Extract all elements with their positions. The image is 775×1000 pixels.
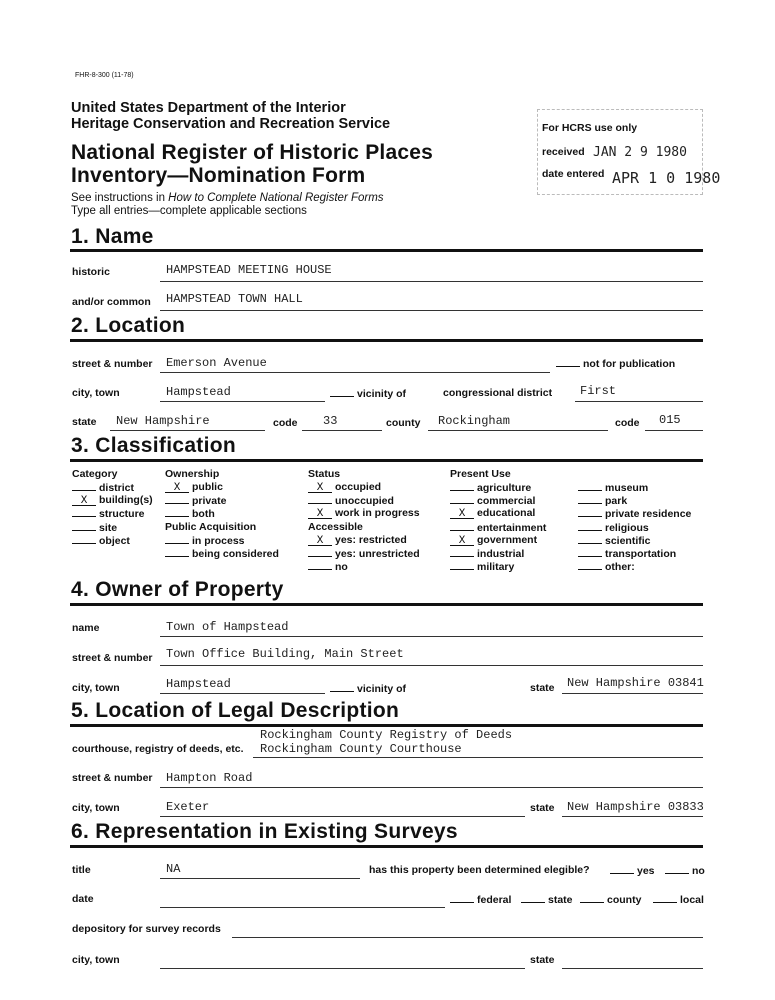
date-entered-stamp: APR 1 0 1980 — [612, 169, 721, 187]
ownership-public: X public — [165, 481, 223, 493]
section-6-heading: 6. Representation in Existing Surveys — [71, 820, 458, 843]
common-value: HAMPSTEAD TOWN HALL — [166, 292, 303, 306]
use-park: park — [578, 494, 627, 507]
eligible-label: has this property been determined elegible? — [369, 864, 590, 876]
accessible-restricted: X yes: restricted — [308, 534, 407, 546]
use-museum: museum — [578, 481, 648, 494]
category-district: district — [72, 481, 134, 494]
legal-city-label: city, town — [72, 802, 120, 814]
owner-street-label: street & number — [72, 652, 153, 664]
survey-date-line — [160, 907, 445, 908]
street-line — [160, 372, 550, 373]
common-line — [160, 310, 703, 311]
county-code: 015 — [659, 413, 681, 427]
historic-line — [160, 281, 703, 282]
section-3-rule — [70, 459, 703, 462]
courthouse-value-2: Rockingham County Courthouse — [260, 742, 462, 756]
city-label: city, town — [72, 387, 120, 399]
use-private-residence: private residence — [578, 507, 691, 520]
survey-city-label: city, town — [72, 954, 120, 966]
city-value: Hampstead — [166, 385, 231, 399]
survey-title-value: NA — [166, 862, 181, 876]
status-work-in-progress: X work in progress — [308, 507, 420, 519]
category-structure: structure — [72, 507, 145, 520]
status-occupied: X occupied — [308, 481, 381, 493]
county-label: county — [386, 417, 421, 429]
owner-city-value: Hampstead — [166, 677, 231, 691]
owner-state-line — [562, 693, 703, 694]
state-code: 33 — [323, 414, 338, 428]
category-site: site — [72, 521, 117, 534]
survey-title-line — [160, 878, 360, 879]
section-5-rule — [70, 724, 703, 727]
legal-state-label: state — [530, 802, 555, 814]
form-id: FHR-8-300 (11-78) — [75, 72, 134, 79]
common-label: and/or common — [72, 296, 151, 308]
owner-state-label: state — [530, 682, 555, 694]
use-educational: X educational — [450, 507, 535, 519]
agency-line-1: United States Department of the Interior — [71, 100, 346, 116]
county-value: Rockingham — [438, 414, 511, 428]
present-use-heading: Present Use — [450, 468, 511, 480]
survey-city-line — [160, 968, 525, 969]
owner-street-value: Town Office Building, Main Street — [166, 647, 404, 661]
courthouse-label: courthouse, registry of deeds, etc. — [72, 743, 244, 755]
survey-federal: federal — [450, 893, 511, 906]
acquisition-in-process: in process — [165, 534, 245, 547]
county-line — [428, 430, 608, 431]
legal-city-value: Exeter — [166, 800, 210, 814]
city-line — [160, 401, 325, 402]
hcrs-heading: For HCRS use only — [542, 122, 638, 134]
legal-street-line — [160, 787, 703, 788]
owner-name-line — [160, 636, 703, 637]
owner-name-value: Town of Hampstead — [166, 620, 289, 634]
instructions-line-1: See instructions in How to Complete National Register Forms — [71, 192, 384, 204]
form-title-2: Inventory—Nomination Form — [71, 164, 366, 187]
agency-line-2: Heritage Conservation and Recreation Service — [71, 116, 391, 132]
owner-state-value: New Hampshire 03841 — [567, 676, 704, 690]
street-label: street & number — [72, 358, 153, 370]
district-value: First — [580, 384, 617, 398]
legal-state-line — [562, 816, 703, 817]
use-other: other: — [578, 560, 635, 573]
eligible-yes: yes — [610, 864, 655, 877]
code2-label: code — [615, 417, 640, 429]
owner-name-label: name — [72, 622, 100, 634]
section-4-heading: 4. Owner of Property — [71, 578, 284, 601]
acquisition-being-considered: being considered — [165, 547, 279, 560]
instructions-line-2: Type all entries—complete applicable sections — [71, 205, 307, 217]
not-for-publication: not for publication — [556, 357, 675, 370]
accessible-unrestricted: yes: unrestricted — [308, 547, 420, 560]
section-1-rule — [70, 249, 703, 252]
courthouse-line — [253, 757, 703, 758]
use-military: military — [450, 560, 514, 573]
district-line — [575, 401, 703, 402]
survey-date-label: date — [72, 893, 94, 905]
owner-street-line — [160, 665, 703, 666]
use-industrial: industrial — [450, 547, 524, 560]
section-4-rule — [70, 603, 703, 606]
section-6-rule — [70, 845, 703, 848]
category-heading: Category — [72, 468, 118, 480]
use-agriculture: agriculture — [450, 481, 531, 494]
category-buildings: X building(s) — [72, 494, 153, 506]
state-label: state — [72, 416, 97, 428]
section-2-rule — [70, 339, 703, 342]
use-entertainment: entertainment — [450, 521, 546, 534]
ownership-both: both — [165, 507, 215, 520]
courthouse-value-1: Rockingham County Registry of Deeds — [260, 728, 513, 742]
section-2-heading: 2. Location — [71, 314, 186, 337]
use-commercial: commercial — [450, 494, 535, 507]
status-unoccupied: unoccupied — [308, 494, 394, 507]
state-line — [110, 430, 265, 431]
use-religious: religious — [578, 521, 649, 534]
survey-title-label: title — [72, 864, 91, 876]
legal-street-label: street & number — [72, 772, 153, 784]
received-stamp: JAN 2 9 1980 — [593, 145, 687, 160]
survey-local: local — [653, 893, 704, 906]
accessible-no: no — [308, 560, 348, 573]
owner-city-label: city, town — [72, 682, 120, 694]
use-scientific: scientific — [578, 534, 651, 547]
owner-vicinity-of: vicinity of — [330, 682, 406, 695]
depository-line — [232, 937, 703, 938]
vicinity-of: vicinity of — [330, 387, 406, 400]
ownership-private: private — [165, 494, 226, 507]
accessible-heading: Accessible — [308, 521, 363, 533]
historic-label: historic — [72, 266, 110, 278]
code-label: code — [273, 417, 298, 429]
eligible-no: no — [665, 864, 705, 877]
form-title-1: National Register of Historic Places — [71, 141, 433, 164]
owner-city-line — [160, 693, 325, 694]
legal-state-value: New Hampshire 03833 — [567, 800, 704, 814]
county-code-line — [645, 430, 703, 431]
survey-state: state — [521, 893, 573, 906]
depository-label: depository for survey records — [72, 923, 221, 935]
state-code-line — [302, 430, 382, 431]
category-object: object — [72, 534, 130, 547]
street-value: Emerson Avenue — [166, 356, 267, 370]
state-value: New Hampshire — [116, 414, 210, 428]
survey-county: county — [580, 893, 641, 906]
survey-state-label: state — [530, 954, 555, 966]
district-label: congressional district — [443, 387, 553, 399]
legal-city-line — [160, 816, 525, 817]
section-3-heading: 3. Classification — [71, 434, 236, 457]
use-transportation: transportation — [578, 547, 676, 560]
use-government: X government — [450, 534, 537, 546]
legal-street-value: Hampton Road — [166, 771, 253, 785]
date-entered-label: date entered — [542, 168, 605, 180]
status-heading: Status — [308, 468, 341, 480]
section-5-heading: 5. Location of Legal Description — [71, 699, 400, 722]
received-label: received — [542, 146, 585, 158]
survey-state-line — [562, 968, 703, 969]
section-1-heading: 1. Name — [71, 225, 154, 248]
acquisition-heading: Public Acquisition — [165, 521, 257, 533]
historic-value: HAMPSTEAD MEETING HOUSE — [166, 263, 332, 277]
ownership-heading: Ownership — [165, 468, 220, 480]
